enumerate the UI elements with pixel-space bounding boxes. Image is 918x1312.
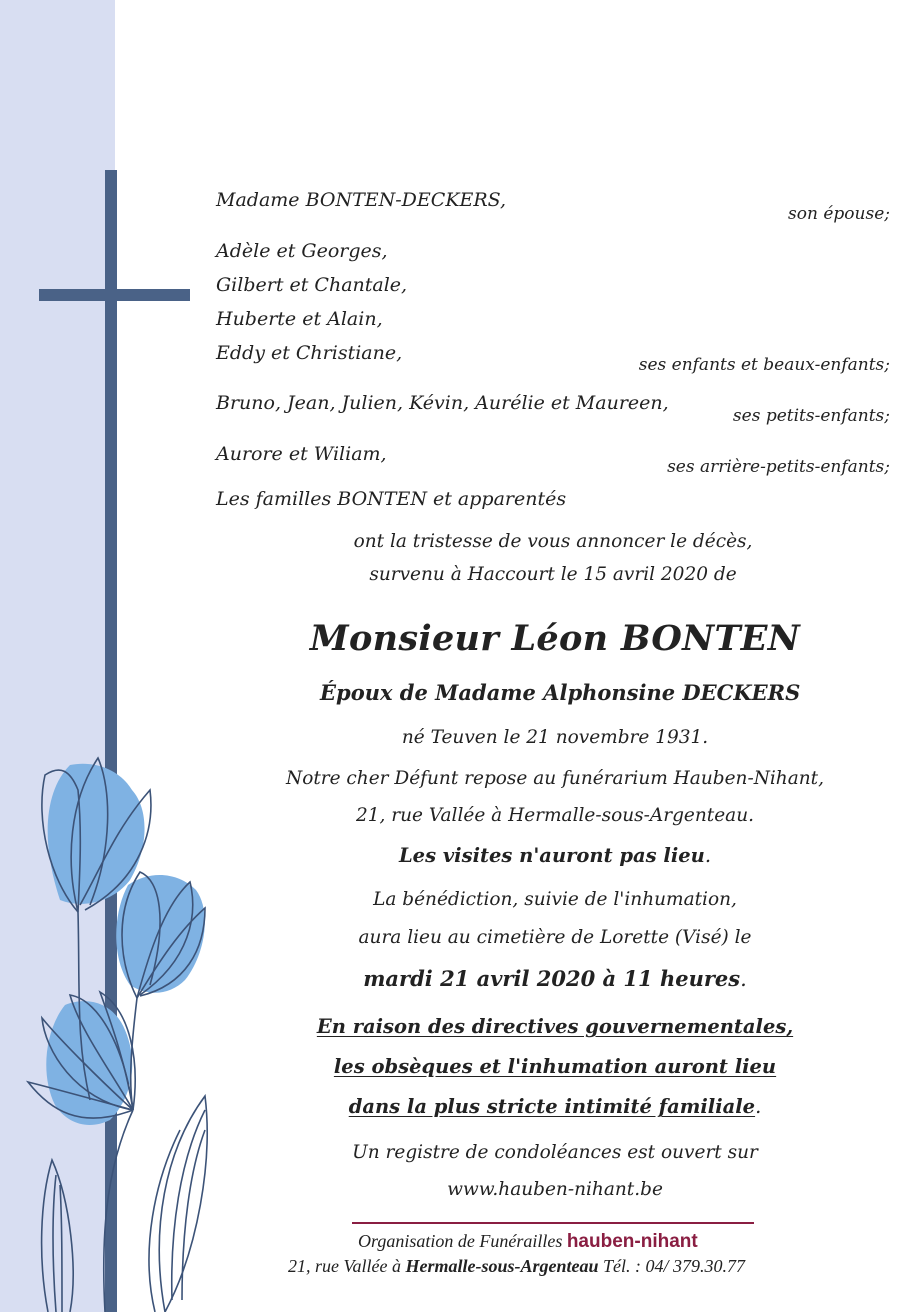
notice-line-1: En raison des directives gouvernementales, [316, 1015, 794, 1038]
announcement-line-1: ont la tristesse de vous annoncer le décès, [353, 531, 753, 552]
visits-text: Les visites n'auront pas lieu [398, 844, 705, 867]
footer-address-prefix: 21, rue Vallée à [288, 1256, 401, 1276]
notice-line-2: les obsèques et l'inhumation auront lieu [333, 1055, 777, 1078]
announcement-line-2: survenu à Haccourt le 15 avril 2020 de [369, 564, 737, 585]
notice-line-3-wrap [320, 1095, 790, 1118]
footer-address-line [288, 1256, 745, 1277]
visits-line [320, 844, 790, 867]
great-grandchildren-role: ses arrière-petits-enfants; [667, 457, 890, 477]
condolences-line: Un registre de condoléances est ouvert sur [352, 1142, 758, 1163]
spouse-role: son épouse; [788, 204, 890, 224]
repose-line-2: 21, rue Vallée à Hermalle-sous-Argenteau. [355, 805, 755, 826]
child-3: Huberte et Alain, [216, 308, 383, 330]
child-1: Adèle et Georges, [216, 240, 388, 262]
grandchildren-role: ses petits-enfants; [732, 406, 890, 426]
footer-phone: Tél. : 04/ 379.30.77 [603, 1256, 745, 1276]
footer-org-line [358, 1231, 698, 1253]
spouse-name: Madame BONTEN-DECKERS, [216, 189, 507, 211]
condolences-website[interactable]: www.hauben-nihant.be [447, 1179, 663, 1200]
families: Les familles BONTEN et apparentés [216, 488, 567, 510]
visits-period: . [704, 844, 712, 867]
cross-horizontal [39, 289, 190, 301]
child-4: Eddy et Christiane, [216, 342, 403, 364]
child-2: Gilbert et Chantale, [216, 274, 408, 296]
deceased-name: Monsieur Léon BONTEN [309, 618, 801, 659]
brand-logo-text: hauben-nihant [566, 1231, 698, 1252]
grandchildren: Bruno, Jean, Julien, Kévin, Aurélie et Maureen, [216, 392, 669, 414]
footer-divider [352, 1222, 754, 1224]
footer-address-city: Hermalle-sous-Argenteau [405, 1256, 599, 1276]
ceremony-line-1: La bénédiction, suivie de l'inhumation, [373, 889, 737, 910]
ceremony-line-2: aura lieu au cimetière de Lorette (Visé) le [358, 927, 752, 948]
ceremony-date: mardi 21 avril 2020 à 11 heures [363, 966, 741, 991]
repose-line-1: Notre cher Défunt repose au funérarium Hauben-Nihant, [286, 768, 824, 789]
notice-period: . [755, 1095, 762, 1118]
children-role: ses enfants et beaux-enfants; [638, 355, 890, 375]
birth-info: né Teuven le 21 novembre 1931. [401, 727, 709, 748]
cross-vertical [105, 170, 117, 1312]
ceremony-date-line [320, 966, 790, 991]
great-grandchildren: Aurore et Wiliam, [216, 443, 387, 465]
footer-org-label: Organisation de Funérailles [358, 1231, 563, 1251]
ceremony-date-period: . [740, 967, 747, 991]
notice-line-3: dans la plus stricte intimité familiale [348, 1095, 756, 1118]
deceased-spouse: Époux de Madame Alphonsine DECKERS [320, 680, 801, 705]
